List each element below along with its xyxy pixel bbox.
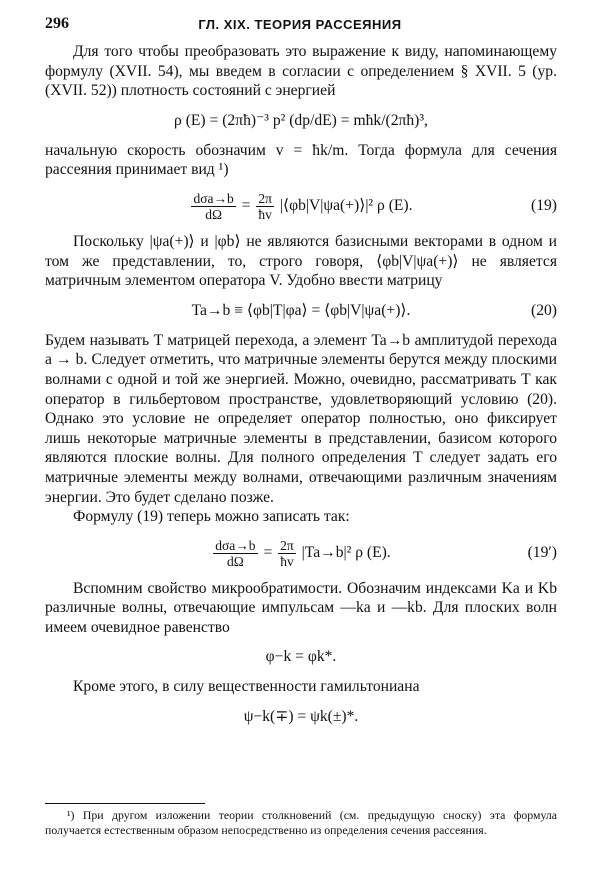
fraction-coefficient [278,538,296,569]
coefficient-denominator: ħv [258,206,272,222]
fraction-denominator: dΩ [227,553,244,569]
paragraph-hamiltonian: Кроме этого, в силу вещественности гамильтониана [73,678,420,696]
paragraph-rewrite: Формулу (19) теперь можно записать так: [73,508,350,526]
density-formula: ρ (E) = (2πħ)⁻³ p² (dp/dE) = mħk/(2πħ)³, [174,111,428,129]
paragraph-transition-matrix: Будем называть T матрицей перехода, а элемент Ta→b амплитудой перехода a → b. Следует отметить, что матричные элементы берутся между плоскими волнами с одной и той же энергией. Можно, очевидно, рассматривать T как оператор в гильбертовом пространстве, удовлетворяющий условию (20). Однако это условие не определяет оператор полностью, оно фиксирует лишь некоторые матричные элементы в представлении, базисом которого являются плоские волны. Для полного определения T следует задать его матричные элементы между волнами, отвечающими различным значениям энергии. Это будет сделано позже. [45,331,557,506]
equation-plane-wave-relation [45,642,557,672]
equation-19-prime-rhs: |Ta→b|² ρ (E). [301,543,391,561]
paragraph-intro: Для того чтобы преобразовать это выражение к виду, напоминающему формулу (XVII. 54), мы введем в согласии с определением § XVII. 5 (ур. (XVII. 52)) плотность состояний с энергией [45,43,557,100]
paragraph-microreversibility: Вспомним свойство микрообратимости. Обозначим индексами Ka и Kb различные волны, отвечающие импульсам —ka и —kb. Для плоских волн имеем очевидное равенство [45,579,557,636]
fraction-numerator: dσa→b [193,190,234,206]
equation-19 [45,186,557,226]
plane-wave-formula: φ−k = φk*. [265,648,337,666]
fraction-numerator: dσa→b [215,537,256,553]
paragraph-basis-vectors: Поскольку |ψa(+)⟩ и |φb⟩ не являются базисными векторами в одном и том же представлении, то, строго говоря, ⟨φb|V|ψa(+)⟩ не является матричным элементом оператора V. Удобно ввести матрицу [45,232,557,290]
fraction-coefficient [256,191,274,222]
fraction-dsigma-domega [191,191,235,222]
coefficient-numerator: 2π [258,190,272,206]
fraction-denominator: dΩ [205,206,223,222]
equals-sign: = [263,543,273,561]
equation-density-of-states [45,106,557,136]
main-text [45,42,557,737]
transition-matrix-formula: Ta→b ≡ ⟨φb|T|φa⟩ = ⟨φb|V|ψa(+)⟩. [191,301,411,319]
equals-sign: = [241,196,251,214]
equation-number-19: (19) [531,196,557,214]
equation-number-19-prime: (19′) [527,543,557,561]
fraction-dsigma-domega [213,538,257,569]
paragraph-velocity: начальную скорость обозначим v = ħk/m. Тогда формула для сечения рассеяния принимает вид ¹) [45,141,557,179]
running-head: ГЛ. XIX. ТЕОРИЯ РАССЕЯНИЯ [198,17,402,32]
equation-19-rhs: |⟨φb|V|ψa(+)⟩|² ρ (E). [279,196,413,214]
equation-scattered-wave-relation [45,702,557,732]
footnote: ¹) При другом изложении теории столкновений (см. предыдущую сноску) эта формула получается естественным образом непосредственно из определения сечения рассеяния. [45,808,557,837]
equation-number-20: (20) [531,301,557,319]
scattered-wave-formula: ψ−k(∓) = ψk(±)*. [243,708,359,726]
page-header [45,15,555,39]
equation-20 [45,296,557,326]
coefficient-denominator: ħv [280,553,294,569]
page-number: 296 [45,15,69,32]
coefficient-numerator: 2π [280,537,294,553]
equation-19-prime [45,533,557,573]
footnote-divider [45,803,205,804]
